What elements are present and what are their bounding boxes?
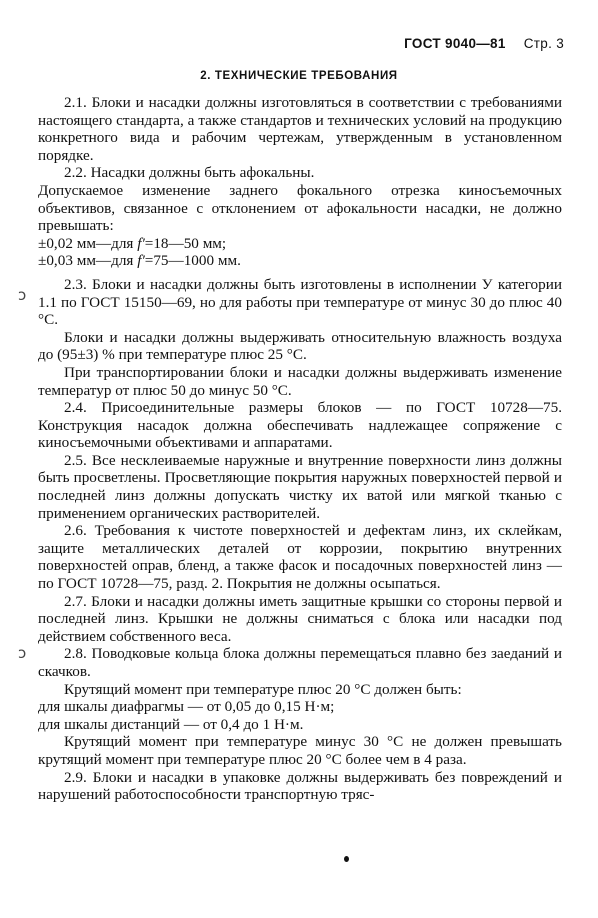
document-body — [38, 94, 562, 804]
paragraph-2-5: 2.5. Все несклеиваемые наружные и внутренние поверхности линз должны быть просветлены. Просветляющие покрытия наружных поверхностей первой и последней линз должны допускать чистку их ватой или мягкой тканью с применением органических растворителей. — [38, 451, 562, 522]
paragraph-2-9: 2.9. Блоки и насадки в упаковке должны выдерживать без повреждений и нарушений работоспособности транспортную тряс- — [38, 768, 562, 804]
formula-range: =18—50 мм; — [144, 234, 227, 252]
formula-range: =75—1000 мм. — [144, 252, 241, 270]
paragraph-2-8: 2.8. Поводковые кольца блока должны перемещаться плавно без заеданий и скачков. — [38, 645, 562, 680]
formula-variable: f′ — [137, 234, 145, 252]
paragraph-transport-temperature: При транспортировании блоки и насадки должны выдерживать изменение температур от плюс 50 до минус 50 °С. — [38, 363, 562, 399]
formula-tolerance: ±0,02 мм—для — [38, 234, 138, 252]
margin-annotation-mark: ↄ — [18, 644, 27, 662]
paragraph-2-1: 2.1. Блоки и насадки должны изготовляться в соответствии с требованиями настоящего стандарта, а также стандартов и технических условий на продукцию конкретного вида и рабочим чертежам, утвержденным в установленном порядке. — [38, 94, 562, 164]
paragraph-focal-change: Допускаемое изменение заднего фокального отрезка киносъемочных объективов, связанное с отклонением от афокальности насадки, не должно превышать: — [38, 181, 562, 235]
formula-line — [38, 252, 562, 270]
paragraph-2-3: 2.3. Блоки и насадки должны быть изготовлены в исполнении У категории 1.1 по ГОСТ 15150—69, но для работы при температуре от минус 30 до плюс 40 °С. — [38, 275, 562, 329]
paragraph-torque-cold: Крутящий момент при температуре минус 30 °С не должен превышать крутящий момент при температуре плюс 20 °С более чем в 4 раза. — [38, 733, 562, 768]
paragraph-2-2: 2.2. Насадки должны быть афокальны. — [64, 164, 315, 182]
formula-line — [38, 235, 562, 253]
paragraph-aperture-scale: для шкалы диафрагмы — от 0,05 до 0,15 Н·м; — [38, 698, 335, 716]
paragraph-distance-scale: для шкалы дистанций — от 0,4 до 1 Н·м. — [38, 715, 304, 733]
paragraph-2-7: 2.7. Блоки и насадки должны иметь защитные крышки со стороны первой и последней линз. Крышки не должны сниматься с блока или насадки под действием собственного веса. — [38, 592, 562, 645]
paragraph-2-6: 2.6. Требования к чистоте поверхностей и дефектам линз, их склейкам, защите металлических деталей от коррозии, покрытию внутренних поверхностей оправ, бленд, а также фасок и посадочных поверхностей линз — по ГОСТ 10728—75, разд. 2. Покрытия не должны осыпаться. — [38, 522, 562, 593]
paragraph-humidity: Блоки и насадки должны выдерживать относительную влажность воздуха до (95±3) % при температуре плюс 25 °С. — [38, 328, 562, 364]
standard-number: ГОСТ 9040—81 — [404, 36, 506, 51]
page-header — [404, 36, 564, 51]
formula-variable: f′ — [137, 252, 145, 270]
margin-annotation-mark: ↄ — [18, 286, 27, 304]
paragraph-2-4: 2.4. Присоединительные размеры блоков — по ГОСТ 10728—75. Конструкция насадок должна обеспечивать надлежащее сопряжение с киносъемочными объективами и аппаратами. — [38, 399, 562, 452]
paragraph-torque: Крутящий момент при температуре плюс 20 °С должен быть: — [64, 680, 462, 698]
page-number: Стр. 3 — [523, 36, 564, 51]
section-title: 2. ТЕХНИЧЕСКИЕ ТРЕБОВАНИЯ — [200, 70, 398, 82]
page-dot-mark — [344, 856, 349, 862]
formula-tolerance: ±0,03 мм—для — [38, 252, 138, 270]
